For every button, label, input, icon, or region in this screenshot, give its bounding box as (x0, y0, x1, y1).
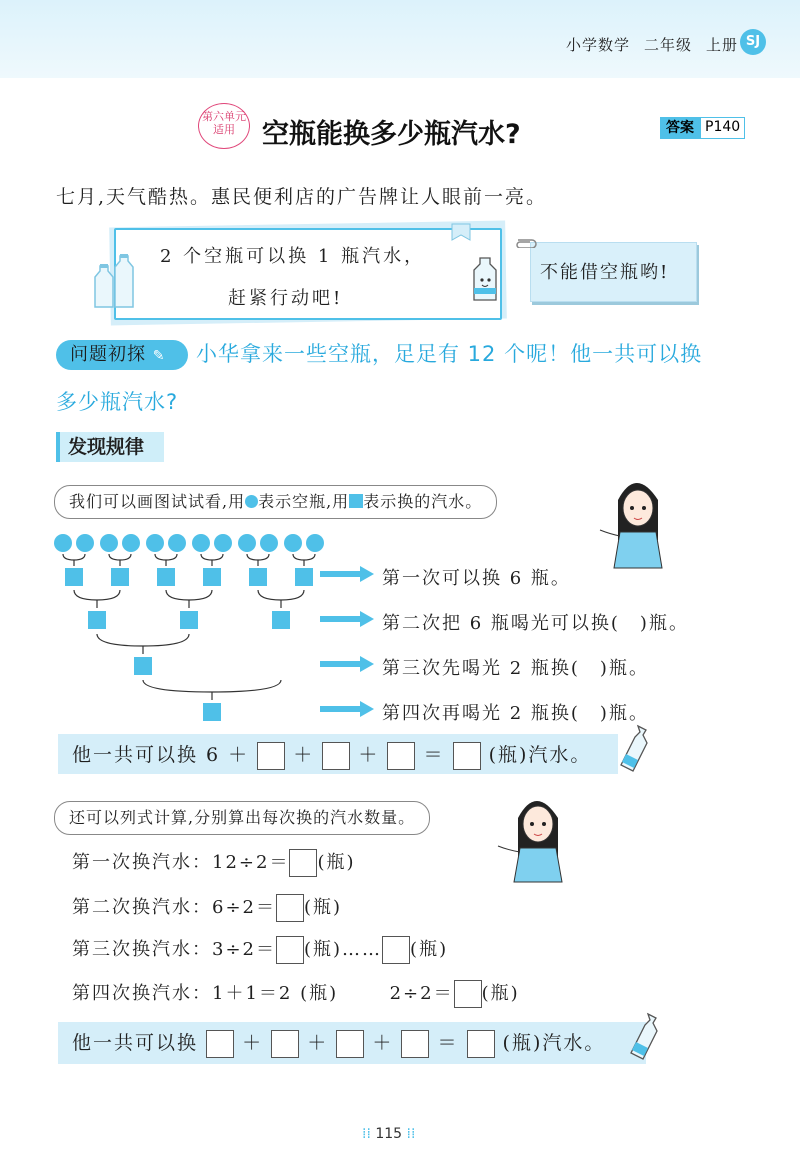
sum2-prefix: 他一共可以换 (72, 1032, 199, 1054)
soda-square (272, 611, 290, 629)
sum2-suffix: (瓶)汽水。 (502, 1032, 606, 1054)
header-volume: 上册 (705, 36, 738, 54)
header-subject: 小学数学 (565, 36, 630, 54)
ad-line-2: 赶紧行动吧! (228, 288, 344, 309)
unit-badge-line2: 适用 (213, 123, 235, 136)
answer-box[interactable] (454, 980, 482, 1008)
page-number-value: 115 (375, 1126, 403, 1142)
bubble1-text-a: 我们可以画图试试看,用 (69, 492, 246, 511)
soda-square (88, 611, 106, 629)
empty-bottle-dot (54, 534, 72, 552)
circle-legend-icon (245, 495, 258, 508)
soda-square (157, 568, 175, 586)
calc3-unit2: (瓶) (410, 939, 449, 960)
unit-badge-line1: 第六单元 (202, 110, 246, 123)
unit-badge (198, 103, 250, 149)
empty-bottle-dot (284, 534, 302, 552)
calc1-label: 第一次换汽水：12÷2＝ (72, 852, 290, 873)
bubble1-text-c: 表示换的汽水。 (363, 492, 483, 511)
header-grade: 二年级 (643, 36, 692, 54)
answer-page: P140 (700, 117, 745, 139)
empty-bottle-dot (100, 534, 118, 552)
answer-box[interactable] (271, 1030, 299, 1058)
sum1-suffix: (瓶)汽水。 (488, 744, 592, 766)
calc2-unit: (瓶) (304, 897, 343, 918)
soda-square (295, 568, 313, 586)
empty-bottle-dot (76, 534, 94, 552)
answer-box[interactable] (467, 1030, 495, 1058)
soda-square (249, 568, 267, 586)
empty-bottle-dot (260, 534, 278, 552)
speech-bubble-2: 还可以列式计算,分别算出每次换的汽水数量。 (54, 801, 430, 835)
plus-sign: ＋ (307, 1032, 329, 1054)
soda-square (111, 568, 129, 586)
bottle-icon (616, 724, 654, 774)
question-line-1: 小华拿来一些空瓶，足足有 12 个呢！他一共可以换 (196, 342, 703, 366)
arrow-icon (320, 701, 375, 717)
section-heading: 发现规律 (56, 432, 164, 462)
calc3-unit: (瓶)…… (304, 939, 383, 960)
sum1-prefix: 他一共可以换 6 ＋ (72, 744, 250, 766)
answer-box[interactable] (336, 1030, 364, 1058)
answer-box[interactable] (387, 742, 415, 770)
empty-bottle-dot (214, 534, 232, 552)
soda-square (134, 657, 152, 675)
calc-line-1 (72, 848, 356, 877)
soda-square (65, 568, 83, 586)
calc2-label: 第二次换汽水：6÷2＝ (72, 897, 276, 918)
step-4: 第四次再喝光 2 瓶换( )瓶。 (382, 703, 649, 724)
answer-reference[interactable] (660, 117, 745, 139)
step-2: 第二次把 6 瓶喝光可以换( )瓶。 (382, 613, 689, 634)
bottle-icon (626, 1012, 664, 1062)
equals-sign: ＝ (423, 744, 445, 766)
empty-bottle-dot (122, 534, 140, 552)
pencil-icon: ✎ (152, 348, 166, 364)
answer-box[interactable] (322, 742, 350, 770)
calc-line-3 (72, 935, 448, 964)
plus-sign: ＋ (242, 1032, 264, 1054)
empty-bottle-dot (238, 534, 256, 552)
equals-sign: ＝ (437, 1032, 459, 1054)
answer-box[interactable] (401, 1030, 429, 1058)
answer-box[interactable] (276, 936, 304, 964)
step-1: 第一次可以换 6 瓶。 (382, 568, 571, 589)
calc4-label: 第四次换汽水：1＋1＝2 (瓶) (72, 983, 339, 1004)
calc-line-4 (72, 979, 520, 1008)
header-text (552, 34, 738, 55)
answer-box[interactable] (276, 894, 304, 922)
empty-bottle-dot (306, 534, 324, 552)
answer-box[interactable] (206, 1030, 234, 1058)
answer-label: 答案 (660, 117, 700, 139)
page-number (362, 1126, 415, 1142)
girl-illustration (596, 470, 676, 570)
calc4-unit: (瓶) (481, 983, 520, 1004)
question-line-2: 多少瓶汽水? (56, 390, 179, 414)
plus-sign: ＋ (372, 1032, 394, 1054)
soda-square (203, 703, 221, 721)
bottles-icon (90, 252, 144, 312)
bubble1-text-b: 表示空瓶,用 (258, 492, 350, 511)
ribbon-icon (450, 222, 472, 242)
calc1-unit: (瓶) (317, 852, 356, 873)
arrow-icon (320, 611, 375, 627)
arrow-icon (320, 566, 375, 582)
plus-sign: ＋ (358, 744, 380, 766)
answer-box[interactable] (453, 742, 481, 770)
bottle-mascot-icon (468, 254, 504, 306)
sum-equation-2 (72, 1028, 605, 1058)
question-tag-label: 问题初探 (70, 344, 146, 365)
answer-box[interactable] (257, 742, 285, 770)
answer-box[interactable] (289, 849, 317, 877)
note-text: 不能借空瓶哟! (540, 262, 670, 283)
exchange-diagram (50, 530, 340, 725)
sum-equation-1 (72, 740, 591, 770)
intro-text: 七月,天气酷热。惠民便利店的广告牌让人眼前一亮。 (56, 186, 548, 208)
square-legend-icon (349, 494, 363, 508)
empty-bottle-dot (192, 534, 210, 552)
calc4-label2: 2÷2＝ (389, 983, 454, 1004)
step-3: 第三次先喝光 2 瓶换( )瓶。 (382, 658, 649, 679)
edition-badge: SJ (740, 29, 766, 55)
answer-box[interactable] (382, 936, 410, 964)
page-ornament-right-icon: ⁞⁞ (406, 1126, 416, 1142)
speech-bubble-1 (54, 485, 497, 519)
calc-line-2 (72, 893, 342, 922)
paperclip-icon (514, 232, 538, 248)
calc3-label: 第三次换汽水：3÷2＝ (72, 939, 276, 960)
plus-sign: ＋ (293, 744, 315, 766)
page-title: 空瓶能换多少瓶汽水? (262, 119, 521, 150)
page-ornament-left-icon: ⁞⁞ (362, 1126, 371, 1142)
soda-square (203, 568, 221, 586)
ad-line-1: 2 个空瓶可以换 1 瓶汽水， (160, 246, 426, 267)
girl-illustration-2 (496, 788, 576, 883)
empty-bottle-dot (168, 534, 186, 552)
empty-bottle-dot (146, 534, 164, 552)
question-tag (56, 340, 188, 370)
soda-square (180, 611, 198, 629)
arrow-icon (320, 656, 375, 672)
